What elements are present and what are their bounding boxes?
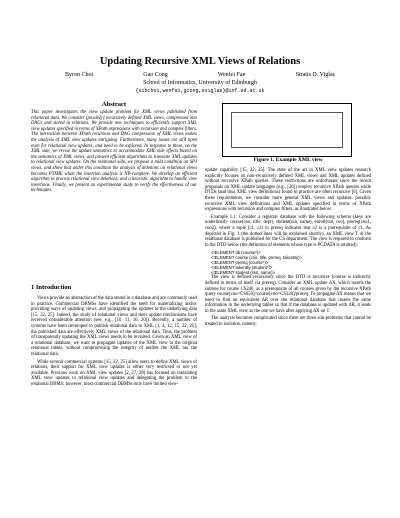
- figure-caption: Figure 1. Example XML view: [253, 157, 323, 163]
- email: {vibchoi,wenfei,gcong,sviglas}@inf.ed.ac.uk: [135, 88, 265, 94]
- paragraph: update capability [15, 22, 25]. The state of the art in XML view updates research explicitly focuses on non-recursively defined XML views and XML updates defined without recursive XPath queries. These restrictions are unfortunate since the recent proposals on XML update languages (e.g., [26]) employ recursive XPath queries while DTDs (and thus XML view definitions) found in practice are often recursive [6]. Given these requirements, we consider more general XML views and updates: possibly recursive XML view definitions and XML updates specified in terms of XPath expressions with recursion and complex filters, as illustrated below.: [205, 168, 371, 213]
- dtd-line: <!ELEMENT course (cno, title, prereq, takenBy)>: [211, 255, 302, 261]
- author-name: Gao Cong: [143, 72, 168, 78]
- author-name: Byron Choi: [65, 72, 94, 78]
- author-name: Stratis D. Viglas: [295, 72, 335, 78]
- figure-graphic: [231, 112, 343, 148]
- section-heading: 1 Introduction: [31, 284, 72, 291]
- paper-title: Updating Recursive XML Views of Relations: [99, 56, 301, 67]
- paragraph: While several commercial systems [15, 22, 25] allow users to define XML views of relations, their support for XML view updates is either very restricted or not yet available. Previous work on XML view updates [2, 27, 28] has focused on translating XML view updates to relational view updates and delegating the problem to the relational DBMS; however, most commercial DBMSs only have limited view-: [31, 359, 197, 387]
- dtd-line: <!ELEMENT student (ssn, name)>: [211, 270, 275, 276]
- paragraph: The view is defined recursively since the DTD is recursive (course is indirectly defined in terms of itself via prereq). Consider an XML update ΔX, which inserts the subtree for course CS240, as a prerequisite of all courses given by the recursive XPath query course[cno=CS650]//course[cno=CS320]/prereq. To propagate ΔX means that we need to find an equivalent ΔR over the relational database that inserts the same information in the underlying tables so that if the database is updated with ΔR, it leads to the same XML view as the one we have after applying ΔX on T.: [205, 275, 371, 314]
- author-name: Wenfei Fan: [217, 72, 246, 78]
- example-paragraph: Example 1.1: Consider a registrar database with the following schema (keys are underlined): course(cno, title, dept), student(ssn, name), enroll(ssn, cno), prereq(cno1, cno2), where a tuple (c1, c2) in prereq indicates that c2 is a prerequisite of c1. As depicted in Fig. 1 (the dotted lines will be explained shortly), an XML view T of the relational database is published for the CS department. The view is required to conform to the DTD below (the definition of elements whose type is PCDATA is omitted):: [205, 214, 371, 248]
- abstract-text: This paper investigates the view update problem for XML views published from relational data. We consider (possibly) recursively defined XML views, compressed into DAGs and stored in relations. We provide new techniques to efficiently support XML view updates specified in terms of XPath expressions with recursion and complex filters. The interaction between XPath recursion and DAG compression of XML views makes the analysis of XML view updates intriguing. Furthermore, many issues are still open even for relational view updates, and need to be explored. In response to these, on the XML side, we revise the update semantics to accommodate XML side effects based on the semantics of XML views, and present efficient algorithms to translate XML updates to relational view updates. On the relational side, we propose a mild condition on SPJ views, and show that under this condition the analysis of deletions on relational views becomes PTIME while the insertion analysis is NP-complete. We develop an efficient algorithm to process relational view deletions, and a heuristic algorithm to handle view insertions. Finally, we present an experimental study to verify the effectiveness of our techniques.: [31, 110, 197, 194]
- figure-1: [222, 103, 352, 157]
- right-column-body: [205, 168, 371, 330]
- dtd-line: <!ELEMENT takenBy (student*)>: [211, 265, 273, 271]
- abstract-heading: Abstract: [101, 101, 127, 108]
- paragraph: The analysis becomes complicated since there are three sub-problems that cannot be treated in isolation, namely:: [205, 316, 371, 328]
- author-list: [40, 72, 360, 78]
- dtd-line: <!ELEMENT prereq (course*)>: [211, 260, 269, 266]
- dtd-line: <!ELEMENT db (course*)>: [211, 250, 261, 256]
- paragraph: Views provide an abstraction of the data stored in a database and are commonly used in practice. Commercial DBMSs have identified the need for materializing and/or providing ways of updating views, and propagating the updates to the underlying data [15, 22, 25]. Indeed, the study of relational views and their update mechanisms have received considerable attention (see, e.g., [10, 11, 16, 20]). Recently, a number of systems have been developed to publish relational data in XML [1, 4, 12, 15, 22, 25]; the published data are effectively XML views of the relational data. Thus, the problem of transparently updating the XML views needs to be revisited. Given an XML view of a relational database, we want to propagate updates of the XML view to the original relational tables, without compromising the integrity of neither the XML nor the relational data.: [31, 296, 197, 357]
- intro-body: [31, 296, 197, 390]
- affiliation: School of Informatics, University of Edinburgh: [143, 80, 257, 86]
